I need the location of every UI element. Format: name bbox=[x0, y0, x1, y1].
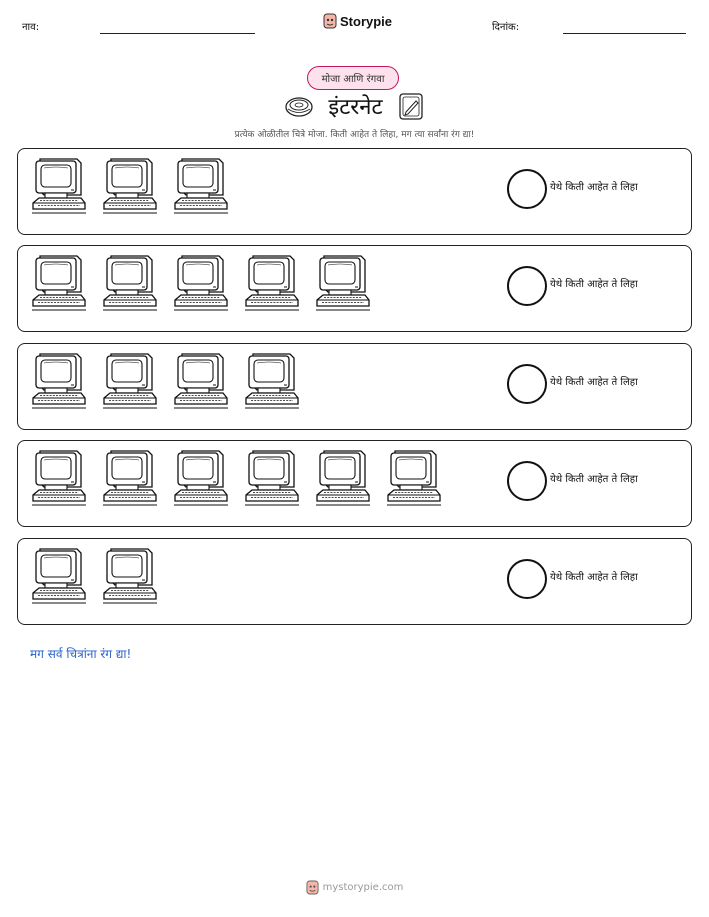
computer-icon bbox=[101, 352, 157, 412]
computer-icon bbox=[243, 254, 299, 314]
answer-prompt: येथे किती आहेत ते लिहा bbox=[550, 377, 638, 388]
answer-circle[interactable] bbox=[507, 266, 547, 306]
counting-row bbox=[17, 440, 692, 527]
computer-icon bbox=[172, 449, 228, 509]
computer-icon bbox=[30, 254, 86, 314]
computer-icon bbox=[101, 449, 157, 509]
counting-row bbox=[17, 538, 692, 625]
footer-url: mystorypie.com bbox=[322, 882, 404, 893]
brand-name: Storypie bbox=[340, 13, 393, 29]
computer-icon bbox=[30, 352, 86, 412]
activity-badge: मोजा आणि रंगवा bbox=[307, 66, 399, 90]
closing-note: मग सर्व चित्रांना रंग द्या! bbox=[30, 647, 132, 661]
instructions: प्रत्येक ओळीतील चित्रे मोजा. किती आहेत ते लिहा, मग त्या सर्वांना रंग द्या! bbox=[234, 130, 475, 140]
picture-group bbox=[30, 254, 370, 314]
computer-icon bbox=[101, 547, 157, 607]
computer-icon bbox=[243, 352, 299, 412]
computer-icon bbox=[314, 449, 370, 509]
answer-prompt: येथे किती आहेत ते लिहा bbox=[550, 572, 638, 583]
picture-group bbox=[30, 352, 299, 412]
answer-prompt: येथे किती आहेत ते लिहा bbox=[550, 182, 638, 193]
date-label: दिनांक: bbox=[492, 22, 520, 33]
pencil-icon bbox=[397, 91, 425, 121]
counting-row bbox=[17, 343, 692, 430]
computer-icon bbox=[30, 547, 86, 607]
answer-prompt: येथे किती आहेत ते लिहा bbox=[550, 474, 638, 485]
answer-circle[interactable] bbox=[507, 364, 547, 404]
date-field[interactable] bbox=[563, 33, 686, 34]
answer-prompt: येथे किती आहेत ते लिहा bbox=[550, 279, 638, 290]
picture-group bbox=[30, 157, 228, 217]
title-row bbox=[0, 91, 709, 121]
computer-icon bbox=[385, 449, 441, 509]
router-icon bbox=[284, 94, 314, 118]
page-title: इंटरनेट bbox=[328, 95, 383, 120]
computer-icon bbox=[101, 254, 157, 314]
computer-icon bbox=[314, 254, 370, 314]
picture-group bbox=[30, 547, 157, 607]
computer-icon bbox=[101, 157, 157, 217]
storypie-logo-icon bbox=[323, 13, 337, 29]
computer-icon bbox=[172, 157, 228, 217]
answer-circle[interactable] bbox=[507, 559, 547, 599]
counting-row bbox=[17, 148, 692, 235]
storypie-footer-logo-icon bbox=[306, 880, 319, 895]
computer-icon bbox=[30, 449, 86, 509]
computer-icon bbox=[243, 449, 299, 509]
computer-icon bbox=[172, 254, 228, 314]
picture-group bbox=[30, 449, 441, 509]
computer-icon bbox=[172, 352, 228, 412]
name-field[interactable] bbox=[100, 33, 255, 34]
brand bbox=[323, 13, 392, 29]
counting-row bbox=[17, 245, 692, 332]
answer-circle[interactable] bbox=[507, 461, 547, 501]
computer-icon bbox=[30, 157, 86, 217]
site-footer bbox=[0, 880, 709, 895]
name-label: नाव: bbox=[22, 22, 40, 33]
answer-circle[interactable] bbox=[507, 169, 547, 209]
